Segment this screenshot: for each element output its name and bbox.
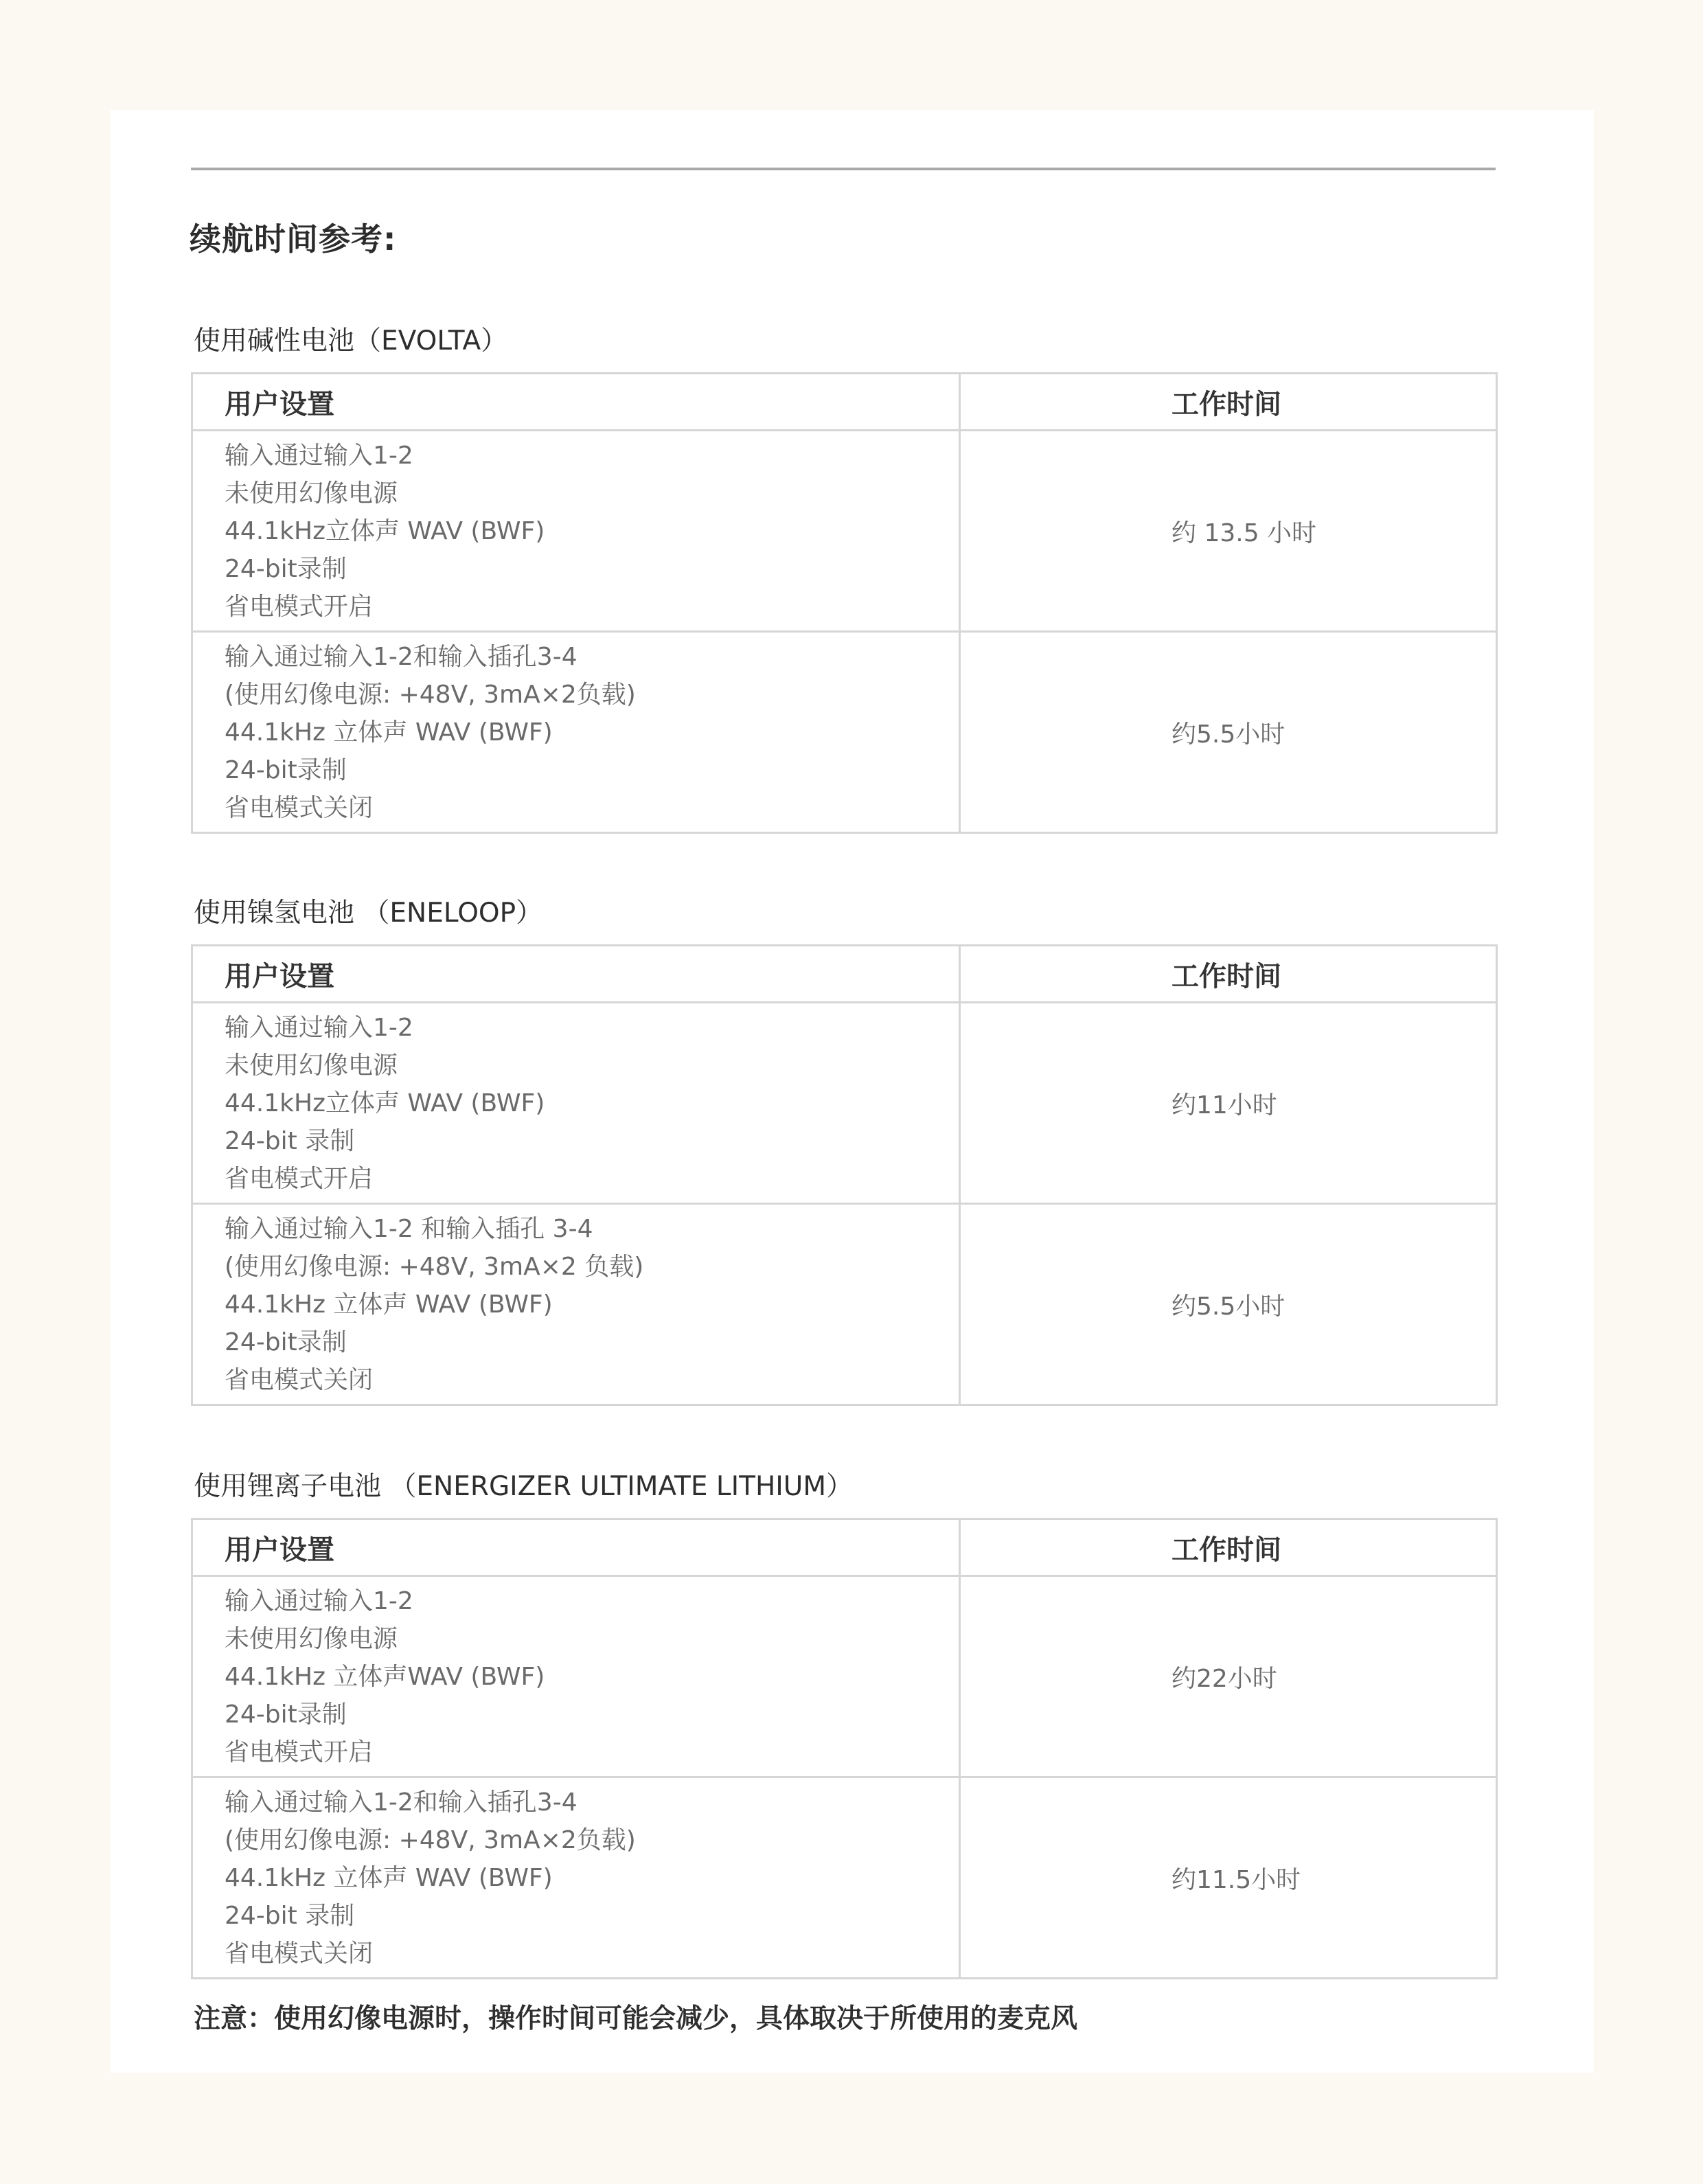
- settings-cell: [192, 1003, 960, 1204]
- setting-line: (使用幻像电源: +48V, 3mA×2 负载): [225, 1252, 644, 1281]
- setting-line: 24-bit录制: [225, 554, 347, 583]
- settings-cell: [192, 1576, 960, 1777]
- top-divider: [191, 168, 1496, 170]
- setting-line: 44.1kHz 立体声 WAV (BWF): [225, 718, 553, 747]
- column-header-time: 工作时间: [960, 946, 1497, 1003]
- settings-cell: [192, 431, 960, 632]
- runtime-table-lithium: [191, 1518, 1498, 1979]
- runtime-cell: 约 13.5 小时: [960, 431, 1497, 632]
- setting-line: 44.1kHz 立体声 WAV (BWF): [225, 1863, 553, 1892]
- table-row: [192, 1576, 1497, 1777]
- setting-line: 未使用幻像电源: [225, 479, 398, 508]
- footnote: 注意：使用幻像电源时，操作时间可能会减少，具体取决于所使用的麦克风: [194, 2003, 1078, 2034]
- table-header-row: [192, 1519, 1497, 1576]
- setting-line: 输入通过输入1-2和输入插孔3-4: [225, 642, 578, 671]
- setting-line: 24-bit 录制: [225, 1901, 355, 1930]
- setting-line: 24-bit 录制: [225, 1126, 355, 1155]
- setting-line: 44.1kHz立体声 WAV (BWF): [225, 516, 545, 545]
- setting-line: (使用幻像电源: +48V, 3mA×2负载): [225, 680, 636, 709]
- table-header-row: [192, 374, 1497, 431]
- section-title-nimh: 使用镍氢电池 （ENELOOP）: [194, 898, 543, 929]
- section-title-lithium: 使用锂离子电池 （ENERGIZER ULTIMATE LITHIUM）: [194, 1471, 853, 1502]
- runtime-cell: 约5.5小时: [960, 632, 1497, 833]
- setting-line: 输入通过输入1-2: [225, 1586, 413, 1615]
- setting-line: 44.1kHz 立体声 WAV (BWF): [225, 1290, 553, 1319]
- setting-line: 未使用幻像电源: [225, 1624, 398, 1653]
- runtime-cell: 约11.5小时: [960, 1777, 1497, 1979]
- section-title-alkaline: 使用碱性电池（EVOLTA）: [194, 326, 508, 356]
- table-row: [192, 1204, 1497, 1405]
- table-row: [192, 1777, 1497, 1979]
- document-page: [111, 110, 1594, 2073]
- setting-line: 输入通过输入1-2: [225, 441, 413, 470]
- column-header-time: 工作时间: [960, 374, 1497, 431]
- setting-line: 44.1kHz立体声 WAV (BWF): [225, 1089, 545, 1117]
- setting-line: 省电模式关闭: [225, 1365, 374, 1394]
- setting-line: 44.1kHz 立体声WAV (BWF): [225, 1662, 545, 1691]
- table-row: [192, 431, 1497, 632]
- runtime-cell: 约5.5小时: [960, 1204, 1497, 1405]
- setting-line: 省电模式开启: [225, 1738, 374, 1766]
- table-row: [192, 1003, 1497, 1204]
- runtime-cell: 约22小时: [960, 1576, 1497, 1777]
- table-header-row: [192, 946, 1497, 1003]
- setting-line: 未使用幻像电源: [225, 1051, 398, 1080]
- setting-line: 24-bit录制: [225, 1328, 347, 1356]
- settings-cell: [192, 1204, 960, 1405]
- setting-line: 24-bit录制: [225, 755, 347, 784]
- setting-line: 输入通过输入1-2和输入插孔3-4: [225, 1788, 578, 1817]
- setting-line: 省电模式开启: [225, 1164, 374, 1193]
- setting-line: 输入通过输入1-2 和输入插孔 3-4: [225, 1214, 593, 1243]
- setting-line: 省电模式关闭: [225, 1939, 374, 1968]
- page-heading: 续航时间参考:: [190, 220, 397, 258]
- settings-cell: [192, 632, 960, 833]
- settings-cell: [192, 1777, 960, 1979]
- runtime-table-nimh: [191, 944, 1498, 1406]
- column-header-settings: 用户设置: [192, 1519, 960, 1576]
- setting-line: 省电模式关闭: [225, 793, 374, 822]
- setting-line: (使用幻像电源: +48V, 3mA×2负载): [225, 1825, 636, 1854]
- column-header-settings: 用户设置: [192, 946, 960, 1003]
- runtime-cell: 约11小时: [960, 1003, 1497, 1204]
- setting-line: 24-bit录制: [225, 1700, 347, 1729]
- runtime-table-alkaline: [191, 372, 1498, 834]
- table-row: [192, 632, 1497, 833]
- setting-line: 省电模式开启: [225, 592, 374, 621]
- setting-line: 输入通过输入1-2: [225, 1013, 413, 1042]
- column-header-time: 工作时间: [960, 1519, 1497, 1576]
- column-header-settings: 用户设置: [192, 374, 960, 431]
